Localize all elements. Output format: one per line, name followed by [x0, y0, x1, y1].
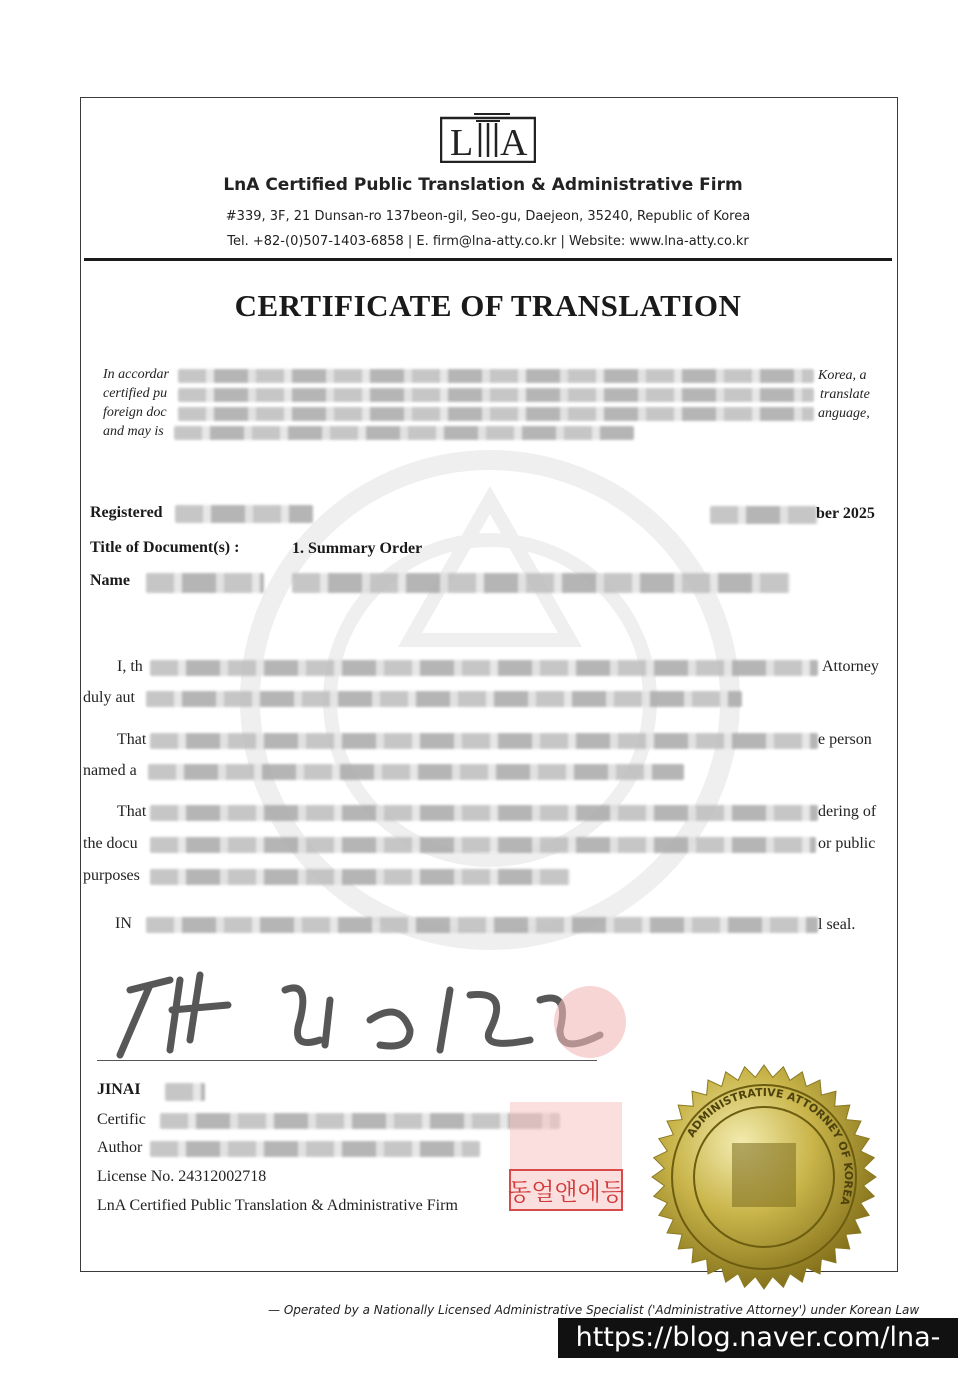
stamp-text: 동얼앤에등: [508, 1178, 624, 1206]
svg-text:A: A: [500, 122, 528, 163]
redacted-text: [150, 837, 816, 853]
para1-start: I, th: [117, 658, 143, 675]
redacted-text: [150, 805, 818, 821]
redacted-text: [146, 917, 818, 933]
para3-end: dering of: [818, 803, 877, 820]
intro-line-2-end: translate: [820, 387, 870, 402]
redacted-text: [146, 691, 742, 707]
redacted-text: [178, 369, 814, 383]
firm-name: LnA Certified Public Translation & Administrative Firm: [223, 175, 743, 195]
handwritten-signature: [110, 960, 640, 1070]
name-label: Name: [90, 572, 130, 589]
intro-line-1-end: Korea, a: [818, 368, 867, 383]
footer-note: — Operated by a Nationally Licensed Administrative Specialist ('Administrative Attorney') under Korean Law: [268, 1303, 920, 1317]
intro-line-4-start: and may is: [103, 424, 164, 439]
registered-label: Registered: [90, 504, 163, 521]
signer-name-start: JINAI: [97, 1081, 141, 1098]
para2-line2: named a: [83, 762, 137, 779]
firm-logo: [440, 113, 536, 163]
intro-line-3-end: anguage,: [818, 406, 870, 421]
signer-firm: LnA Certified Public Translation & Administrative Firm: [97, 1197, 458, 1214]
intro-line-3-start: foreign doc: [103, 405, 167, 420]
para3-line2-start: the docu: [83, 835, 138, 852]
redacted-text: [146, 573, 264, 593]
official-red-stamp: [508, 1100, 624, 1212]
date-tail: ber 2025: [816, 505, 875, 522]
blog-url-banner[interactable]: https://blog.naver.com/lna-atty: [558, 1318, 958, 1358]
intro-line-1-start: In accordar: [103, 367, 169, 382]
redacted-text: [710, 506, 818, 524]
redacted-text: [150, 660, 818, 676]
para4-start: IN: [115, 915, 132, 932]
redacted-text: [150, 1141, 480, 1157]
redacted-text: [175, 505, 313, 523]
license-number: License No. 24312002718: [97, 1168, 267, 1185]
header-divider: [84, 258, 892, 261]
certificate-title: CERTIFICATE OF TRANSLATION: [234, 288, 742, 323]
firm-address: #339, 3F, 21 Dunsan-ro 137beon-gil, Seo-gu, Daejeon, 35240, Republic of Korea: [225, 209, 751, 224]
para1-line2: duly aut: [83, 689, 135, 706]
redacted-text: [292, 573, 790, 593]
redacted-text: [178, 407, 814, 421]
redacted-text: [148, 764, 684, 780]
firm-contact: Tel. +82-(0)507-1403-6858 | E. firm@lna-atty.co.kr | Website: www.lna-atty.co.kr: [227, 234, 749, 249]
redacted-text: [150, 733, 818, 749]
para2-start: That: [117, 731, 147, 748]
signature-line: [97, 1060, 597, 1061]
redacted-text: [150, 869, 570, 885]
redacted-text: [174, 426, 634, 440]
para3-line2-end: or public: [818, 835, 876, 852]
redacted-text: [160, 1113, 560, 1129]
signer-cert-start: Certific: [97, 1111, 146, 1128]
document-title-label: Title of Document(s) :: [90, 539, 240, 556]
intro-line-2-start: certified pu: [103, 386, 168, 401]
para3-start: That: [117, 803, 147, 820]
para2-end: e person: [818, 731, 872, 748]
seal-ring-text: ADMINISTRATIVE ATTORNEY OF KOREA: [684, 1085, 856, 1207]
signer-auth-start: Author: [97, 1139, 143, 1156]
redacted-text: [165, 1083, 205, 1101]
para3-line3: purposes: [83, 867, 140, 884]
redacted-text: [178, 388, 814, 402]
para1-end: Attorney: [822, 658, 879, 675]
para4-end: l seal.: [818, 916, 856, 933]
document-title-value: 1. Summary Order: [292, 540, 423, 557]
svg-text:L: L: [450, 122, 474, 163]
gold-seal: [650, 1063, 878, 1291]
